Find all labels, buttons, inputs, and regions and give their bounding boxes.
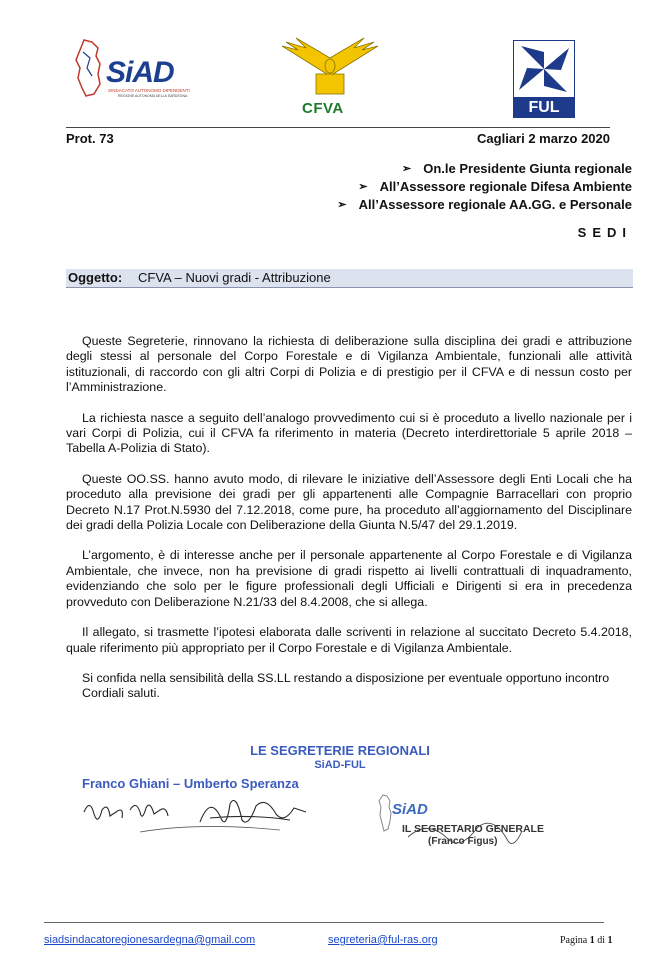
- signatory-names: Franco Ghiani – Umberto Speranza: [82, 776, 299, 791]
- ful-pinwheel-icon: [513, 40, 575, 98]
- page-total: 1: [607, 935, 613, 946]
- recipient-item: [337, 196, 632, 214]
- siad-email-link[interactable]: siadsindacatoregionesardegna@gmail.com: [44, 934, 256, 946]
- siad-logo: [74, 38, 192, 100]
- recipient-item: [337, 178, 632, 196]
- body-paragraph: L’argomento, è di interesse anche per il personale appartenente al Corpo Forestale e di Vigilanza Ambientale, che invece, non ha previsione di gradi rispetto ai livelli contrattuali di inquadramento, evidenziando che solo per le figure professionali degli Ufficiali e Dirigenti si era in precedenza provveduto con Deliberazione N.21/33 del 8.4.2008, che si allega.: [66, 548, 632, 609]
- oggetto-label: Oggetto:: [68, 270, 123, 285]
- body-paragraph: Queste Segreterie, rinnovano la richiesta di deliberazione sulla disciplina dei gradi e attribuzione degli stessi al personale del Corpo Forestale e di Vigilanza Ambientale, funzionali alle attività istituzionali, di raccordo con gli altri Corpi di Polizia e di prestigio per il CFVA e di nessun costo per l’Amministrazione.: [66, 334, 632, 395]
- header-divider: [66, 127, 610, 128]
- cfva-wordmark: CFVA: [302, 100, 344, 117]
- stamp-name: (Franco Figus): [428, 836, 498, 847]
- stamp-siad-logo: SiAD: [392, 801, 428, 818]
- siad-wordmark: SiAD: [106, 56, 174, 89]
- handwritten-signature: [80, 792, 310, 838]
- oggetto-text: CFVA – Nuovi gradi - Attribuzione: [138, 270, 331, 285]
- body-paragraph: Si confida nella sensibilità della SS.LL restando a disposizione per eventuale opportuno incontro: [82, 670, 610, 685]
- arrow-bullet-icon: ➢: [337, 199, 347, 211]
- recipient-item: [337, 160, 632, 178]
- arrow-bullet-icon: ➢: [402, 163, 412, 175]
- recipient-label: All’Assessore regionale AA.GG. e Personale: [358, 197, 632, 212]
- stamp-title: IL SEGRETARIO GENERALE: [402, 823, 544, 835]
- siad-subtitle-region: REGIONE AUTONOMA DELLA SARDEGNA: [118, 94, 188, 98]
- recipient-label: On.le Presidente Giunta regionale: [423, 161, 632, 176]
- eagle-emblem-icon: [280, 36, 380, 100]
- footer-divider: [44, 922, 604, 923]
- signature-block: [230, 743, 450, 773]
- protocol-number: Prot. 73: [66, 131, 114, 146]
- ful-logo: [513, 40, 575, 118]
- recipients-list: [337, 160, 632, 214]
- document-date: Cagliari 2 marzo 2020: [477, 131, 610, 146]
- signature-org: SiAD-FUL: [314, 759, 366, 771]
- ful-wordmark: FUL: [513, 98, 575, 118]
- recipient-label: All’Assessore regionale Difesa Ambiente: [379, 179, 632, 194]
- page-of: di: [597, 935, 605, 946]
- closing-greeting: Cordiali saluti.: [82, 686, 160, 701]
- page-indicator: [560, 935, 613, 946]
- body-paragraph: Queste OO.SS. hanno avuto modo, di rilevare le iniziative dell’Assessore degli Enti Locali che ha proceduto alla previsione dei gradi per gli appartenenti alle Compagnie Barracellari con proprio Decreto N.17 Prot.N.5930 del 7.12.2018, come pure, ha proceduto all’aggiornamento del Disciplinare dei gradi della Polizia Locale con Deliberazione della Giunta N.5/47 del 29.1.2019.: [66, 471, 632, 533]
- sardinia-map-icon: [74, 38, 104, 98]
- signature-title: LE SEGRETERIE REGIONALI: [250, 743, 430, 758]
- ful-email-link[interactable]: segreteria@ful-ras.org: [328, 934, 438, 946]
- page-word: Pagina: [560, 935, 588, 946]
- cfva-logo: [280, 36, 380, 126]
- arrow-bullet-icon: ➢: [358, 181, 368, 193]
- letter-body: [66, 334, 632, 702]
- sedi-label: SEDI: [577, 225, 632, 240]
- stamp-signature: [398, 817, 528, 855]
- body-paragraph: La richiesta nasce a seguito dell’analogo provvedimento cui si è proceduto a livello nazionale per i vari Corpi di Polizia, cui il CFVA fa riferimento in materia (Decreto interdirettoriale 5 aprile 2018 – Tabella A-Polizia di Stato).: [66, 410, 632, 456]
- page-number: 1: [589, 935, 595, 946]
- secretary-stamp: [378, 793, 548, 855]
- sardinia-map-icon: [378, 793, 392, 833]
- siad-subtitle: SINDACATO AUTONOMO DIPENDENTI: [108, 88, 190, 93]
- body-paragraph: Il allegato, si trasmette l’ipotesi elaborata dalle scriventi in relazione al succitato Decreto 5.4.2018, quale riferimento più appropriato per il Corpo Forestale e di Vigilanza Ambientale.: [66, 625, 632, 655]
